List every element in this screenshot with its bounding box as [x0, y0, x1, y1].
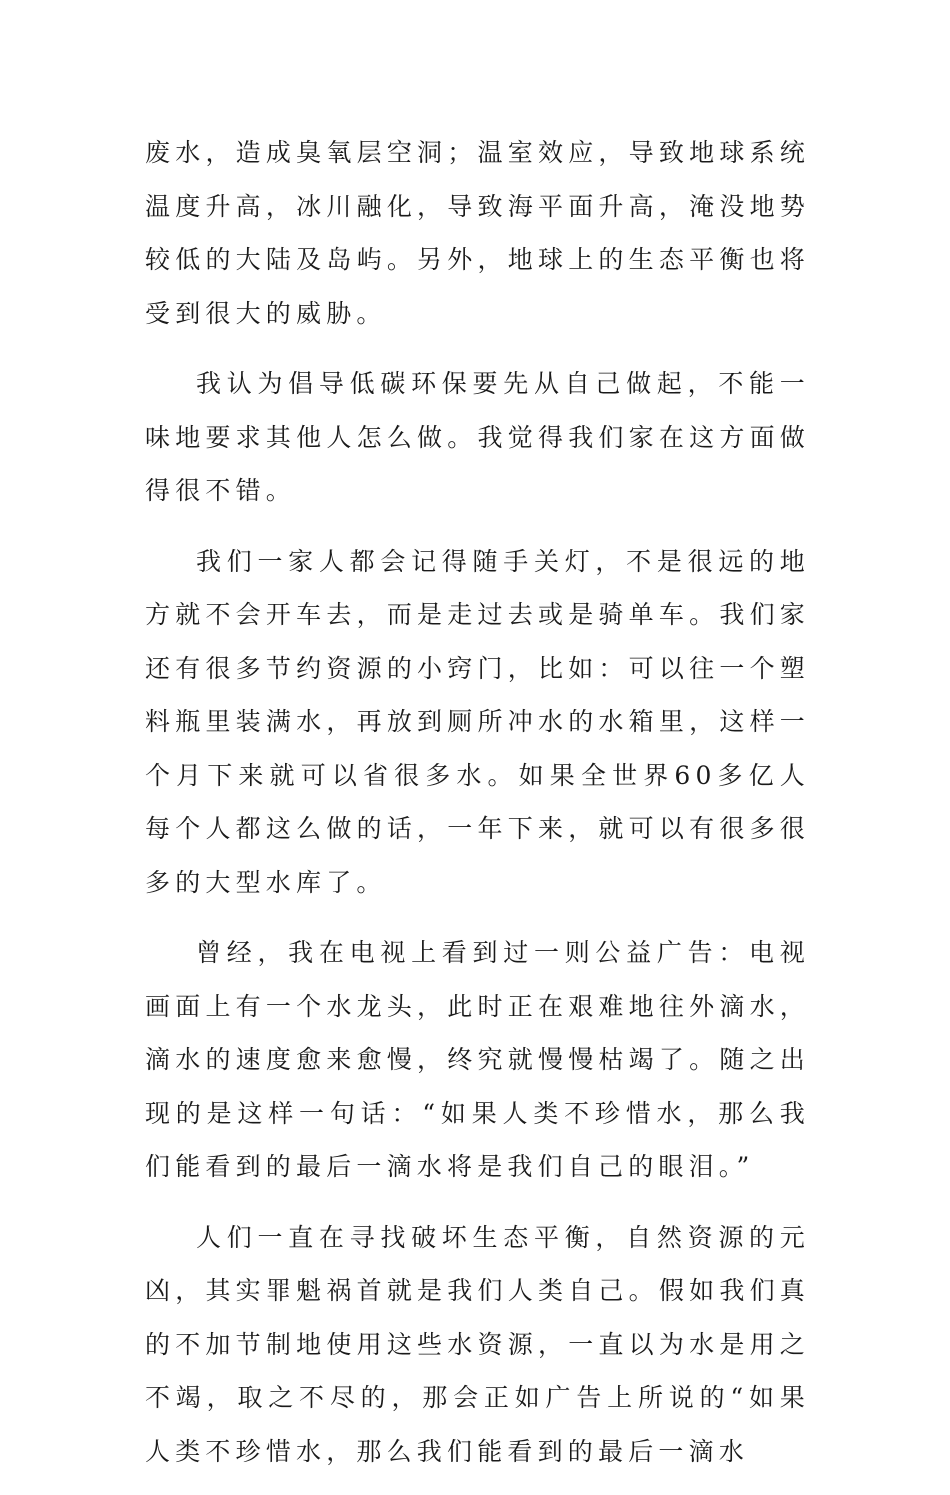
paragraph-4: 曾经，我在电视上看到过一则公益广告：电视画面上有一个水龙头，此时正在艰难地往外滴水，滴水的速度愈来愈慢，终究就慢慢枯竭了。随之出现的是这样一句话：“如果人类不珍惜水，那么我们能看到的最后一滴水将是我们自己的眼泪。”: [145, 938, 810, 1181]
paragraph-5: 人们一直在寻找破坏生态平衡，自然资源的元凶，其实罪魁祸首就是我们人类自己。假如我们真的不加节制地使用这些水资源，一直以为水是用之不竭，取之不尽的，那会正如广告上所说的“如果人类不珍惜水，那么我们能看到的最后一滴水: [145, 1222, 810, 1466]
document-body: [145, 126, 810, 1495]
paragraph-3: 我们一家人都会记得随手关灯，不是很远的地方就不会开车去，而是走过去或是骑单车。我们家还有很多节约资源的小窍门，比如：可以往一个塑料瓶里装满水，再放到厕所冲水的水箱里，这样一个月下来就可以省很多水。如果全世界60多亿人每个人都这么做的话，一年下来，就可以有很多很多的大型水库了。: [145, 546, 810, 897]
paragraph-2: 我认为倡导低碳环保要先从自己做起，不能一味地要求其他人怎么做。我觉得我们家在这方面做得很不错。: [145, 369, 810, 505]
paragraph-1: 废水，造成臭氧层空洞；温室效应，导致地球系统温度升高，冰川融化，导致海平面升高，淹没地势较低的大陆及岛屿。另外，地球上的生态平衡也将受到很大的威胁。: [145, 138, 810, 328]
